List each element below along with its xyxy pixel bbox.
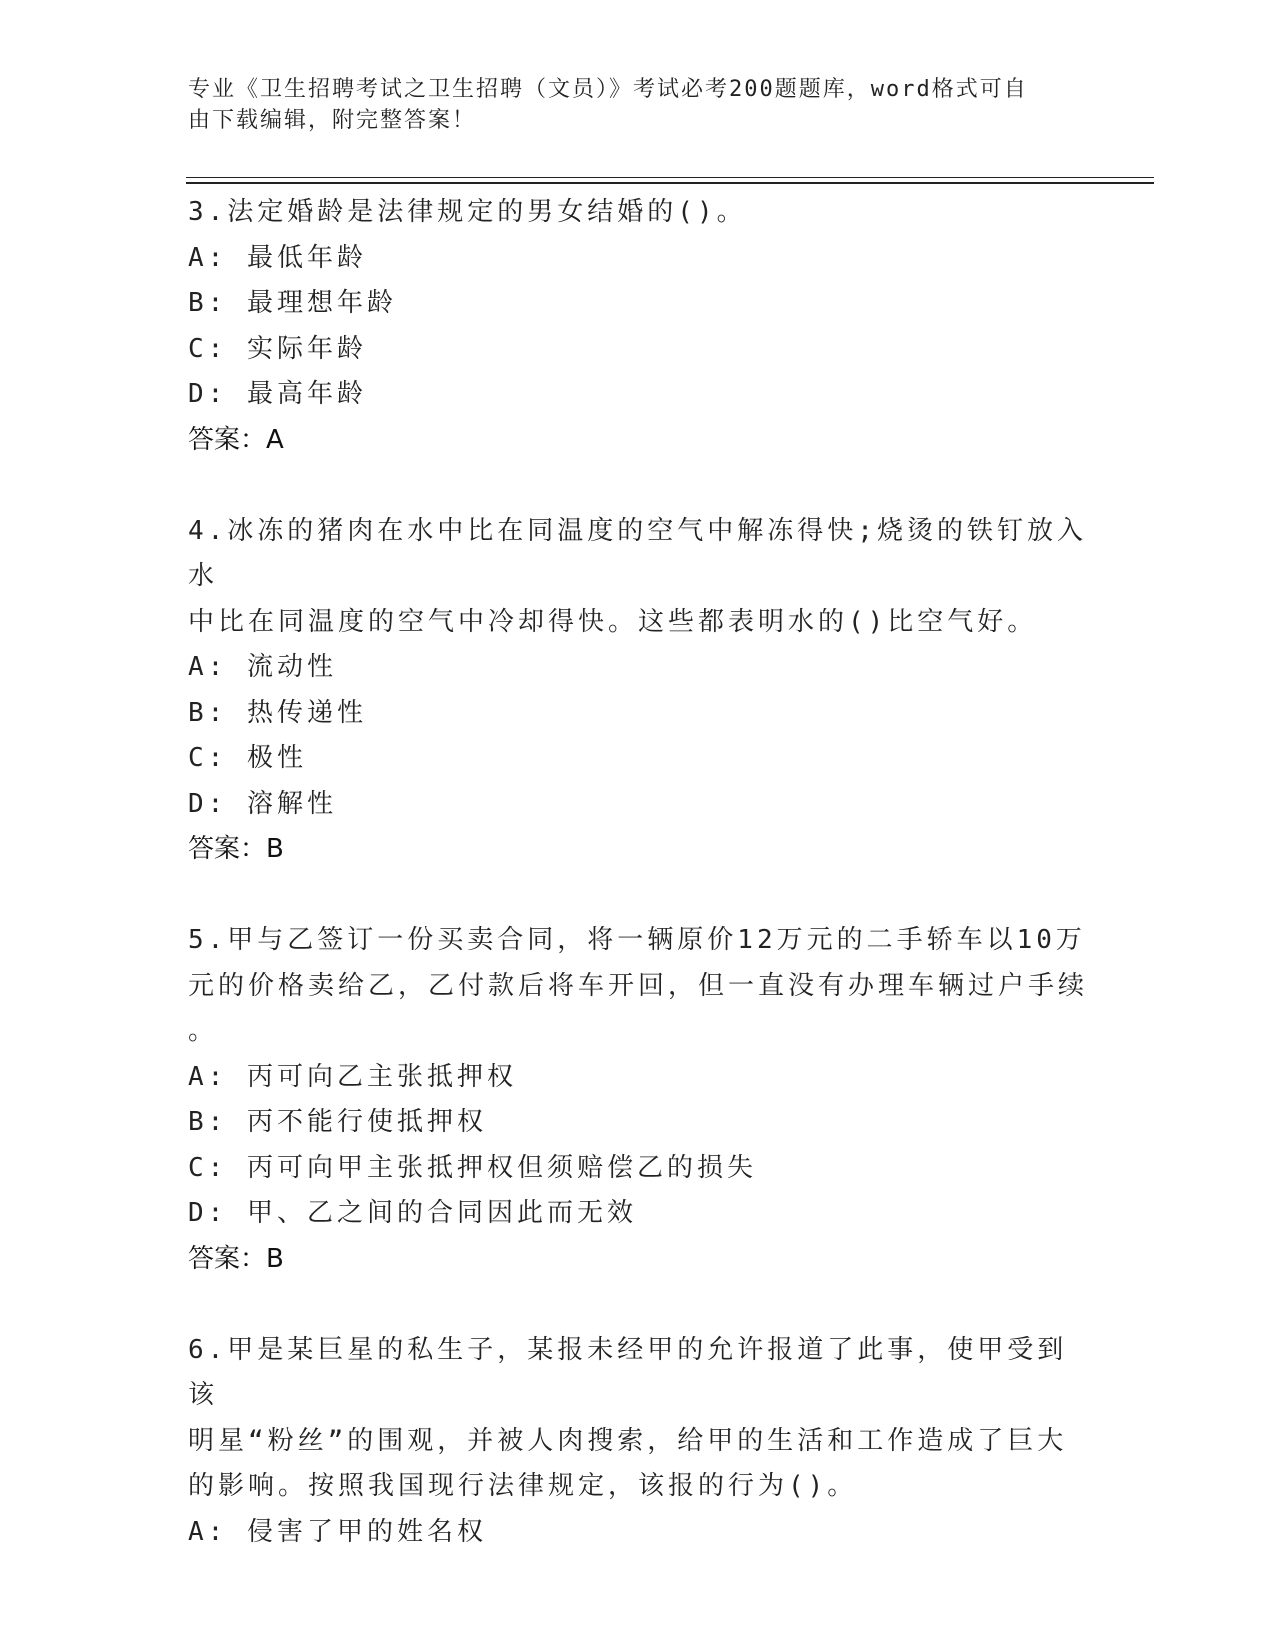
question-spacer: [188, 463, 1088, 509]
question-stem: 5.甲与乙签订一份买卖合同，将一辆原价12万元的二手轿车以10万: [188, 925, 1086, 955]
question-stem: 6.甲是某巨星的私生子，某报未经甲的允许报道了此事，使甲受到该: [188, 1334, 1068, 1410]
option-d: D: 甲、乙之间的合同因此而无效: [188, 1198, 637, 1228]
question-stem: 。: [188, 1016, 219, 1046]
question-stem: 明星“粉丝”的围观，并被人肉搜索，给甲的生活和工作造成了巨大: [188, 1425, 1068, 1456]
question-6: [188, 1328, 1088, 1556]
option-a: A: 侵害了甲的姓名权: [188, 1516, 487, 1547]
option-a: A: 流动性: [188, 652, 337, 682]
answer: 答案：B: [188, 834, 284, 864]
option-b: B: 最理想年龄: [188, 288, 397, 318]
answer: 答案：B: [188, 1243, 284, 1274]
question-4: [188, 509, 1088, 873]
option-b: B: 丙不能行使抵押权: [188, 1107, 487, 1137]
question-spacer: [188, 873, 1088, 919]
question-stem: 的影响。按照我国现行法律规定，该报的行为()。: [188, 1471, 858, 1501]
document-header: [188, 74, 1068, 136]
option-c: C: 极性: [188, 743, 307, 773]
option-d: D: 最高年龄: [188, 379, 367, 409]
question-list: [188, 190, 1088, 1555]
option-c: C: 实际年龄: [188, 333, 367, 364]
question-stem: 元的价格卖给乙，乙付款后将车开回，但一直没有办理车辆过户手续: [188, 970, 1089, 1001]
question-stem: 3.法定婚龄是法律规定的男女结婚的()。: [188, 197, 747, 227]
option-a: A: 丙可向乙主张抵押权: [188, 1061, 517, 1092]
question-stem: 中比在同温度的空气中冷却得快。这些都表明水的()比空气好。: [188, 606, 1038, 637]
question-spacer: [188, 1282, 1088, 1328]
option-c: C: 丙可向甲主张抵押权但须赔偿乙的损失: [188, 1152, 757, 1183]
question-5: [188, 918, 1088, 1282]
answer: 答案：A: [188, 424, 284, 455]
option-b: B: 热传递性: [188, 697, 367, 728]
header-line-2: 由下载编辑，附完整答案！: [188, 108, 477, 133]
question-stem: 4.冰冻的猪肉在水中比在同温度的空气中解冻得快;烧烫的铁钉放入水: [188, 515, 1087, 591]
option-a: A: 最低年龄: [188, 242, 367, 273]
header-divider-thin: [186, 177, 1154, 178]
header-line-1: 专业《卫生招聘考试之卫生招聘（文员）》考试必考200题题库，word格式可自: [188, 77, 1028, 102]
header-divider-thick: [186, 182, 1154, 184]
option-d: D: 溶解性: [188, 788, 337, 819]
question-3: [188, 190, 1088, 463]
